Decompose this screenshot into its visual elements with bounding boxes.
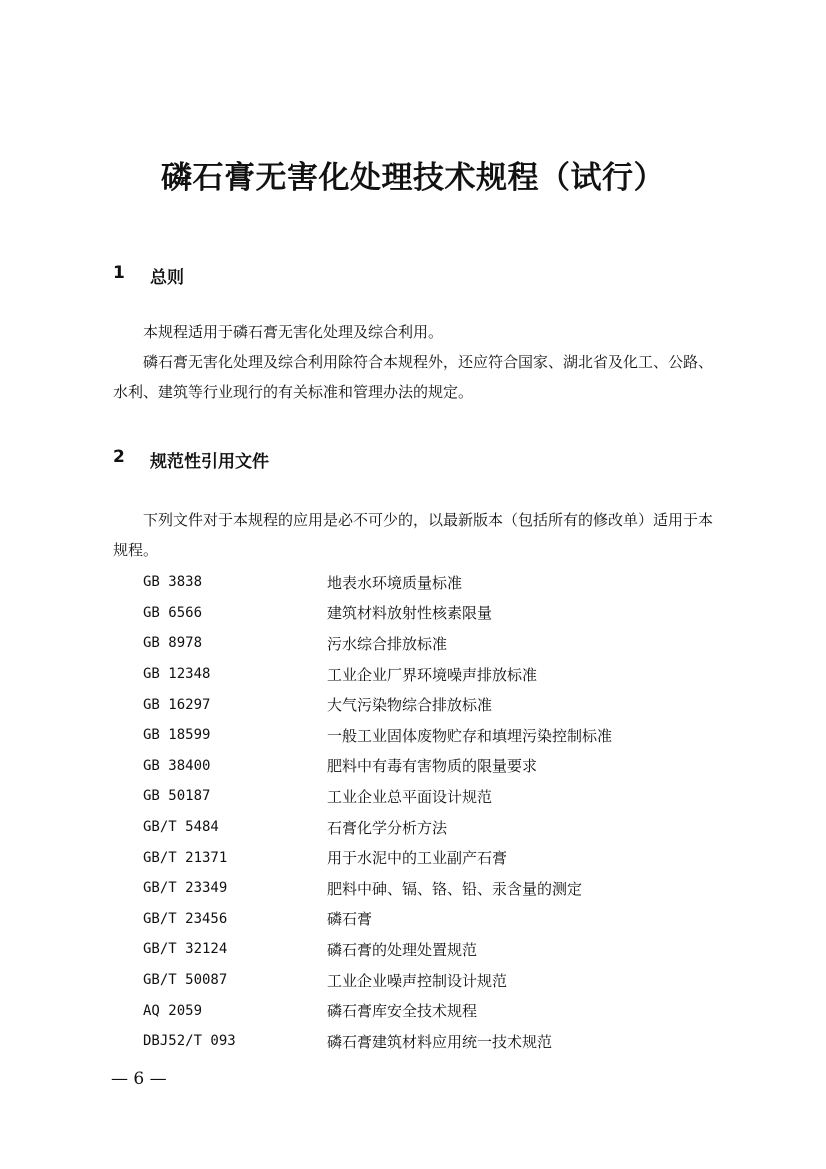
reference-row [143,965,612,996]
reference-row [143,751,612,782]
reference-code: AQ 2059 [143,1002,203,1019]
section-1-heading [113,263,184,288]
reference-title: 磷石膏库安全技术规程 [327,1002,478,1021]
reference-title: 磷石膏的处理处置规范 [327,940,478,959]
reference-code: GB/T 5484 [143,819,219,836]
section-1-body [113,317,723,407]
reference-row [143,934,612,965]
section-number: 1 [113,263,125,283]
reference-title: 地表水环境质量标准 [327,573,463,592]
reference-row [143,842,612,873]
reference-code: GB/T 50087 [143,972,228,989]
section-2-intro [113,505,723,565]
reference-code: GB 18599 [143,727,211,744]
reference-code: GB/T 23349 [143,880,228,897]
reference-code: GB/T 21371 [143,849,228,866]
reference-row [143,873,612,904]
reference-code: GB 8978 [143,635,203,652]
reference-title: 肥料中砷、镉、铬、铅、汞含量的测定 [327,879,583,898]
reference-list [143,567,612,1057]
reference-row [143,659,612,690]
section-title: 规范性引用文件 [150,452,269,472]
reference-title: 工业企业厂界环境噪声排放标准 [327,665,538,684]
reference-code: GB 6566 [143,604,203,621]
reference-row [143,1026,612,1057]
reference-title: 石膏化学分析方法 [327,818,448,837]
reference-code: GB 12348 [143,666,211,683]
paragraph: 下列文件对于本规程的应用是必不可少的，以最新版本（包括所有的修改单）适用于本规程。 [113,511,714,559]
reference-title: 工业企业噪声控制设计规范 [327,971,508,990]
reference-title: 磷石膏建筑材料应用统一技术规范 [327,1032,553,1051]
reference-code: GB 16297 [143,696,211,713]
reference-row [143,628,612,659]
reference-title: 一般工业固体废物贮存和填埋污染控制标准 [327,726,613,745]
reference-row [143,598,612,629]
reference-title: 磷石膏 [327,910,373,929]
reference-title: 肥料中有毒有害物质的限量要求 [327,757,538,776]
reference-code: GB/T 23456 [143,910,228,927]
document-title: 磷石膏无害化处理技术规程（试行） [161,160,665,196]
reference-title: 工业企业总平面设计规范 [327,787,493,806]
reference-row [143,812,612,843]
paragraph: 本规程适用于磷石膏无害化处理及综合利用。 [143,323,444,341]
paragraph: 磷石膏无害化处理及综合利用除符合本规程外，还应符合国家、湖北省及化工、公路、水利、建筑等行业现行的有关标准和管理办法的规定。 [113,353,714,401]
reference-row [143,567,612,598]
section-number: 2 [113,447,125,467]
reference-code: GB 38400 [143,757,211,774]
reference-code: GB/T 32124 [143,941,228,958]
reference-code: DBJ52/T 093 [143,1033,236,1050]
reference-row [143,720,612,751]
section-2-heading [113,447,269,472]
reference-title: 建筑材料放射性核素限量 [327,604,493,623]
reference-row [143,995,612,1026]
reference-title: 大气污染物综合排放标准 [327,696,493,715]
section-title: 总则 [150,268,184,288]
page-number: — 6 — [111,1069,167,1089]
reference-title: 污水综合排放标准 [327,634,448,653]
reference-row [143,904,612,935]
reference-row [143,781,612,812]
reference-row [143,689,612,720]
reference-code: GB 3838 [143,574,203,591]
reference-code: GB 50187 [143,788,211,805]
reference-title: 用于水泥中的工业副产石膏 [327,849,508,868]
